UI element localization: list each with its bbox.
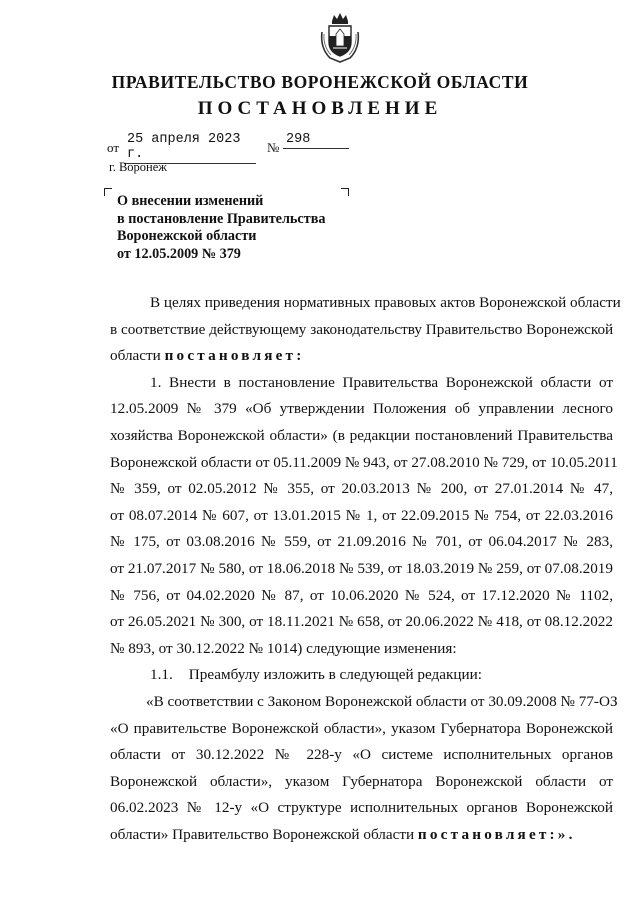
preamble-paragraph <box>110 290 621 370</box>
text-line: 1. Внести в постановление Правительства Воронежской области от <box>150 373 613 391</box>
postanovlyaet-word: постановляет: <box>164 347 305 365</box>
text-line: № 893, от 30.12.2022 № 1014) следующие изменения: <box>110 639 457 657</box>
decree-body <box>110 290 621 848</box>
postanovlyaet-word: постановляет:». <box>417 825 576 843</box>
subject-line: О внесении изменений <box>117 193 264 209</box>
number-label: № <box>267 140 280 155</box>
text-line: В целях приведения нормативных правовых актов Воронежской области <box>150 294 621 311</box>
text-line: хозяйства Воронежской области» (в редакции постановлений Правительства <box>110 426 613 444</box>
decree-number: 298 <box>283 132 349 149</box>
coat-of-arms-emblem <box>316 12 364 64</box>
text-line: 06.02.2023 № 12-у «О структуре исполнительных органов Воронежской <box>110 799 613 817</box>
text-line: № 359, от 02.05.2012 № 355, от 20.03.2013 № 200, от 27.01.2014 № 47, <box>110 480 613 498</box>
text-line: «О правительстве Воронежской области», указом Губернатора Воронежской <box>110 719 613 737</box>
decree-date: 25 апреля 2023 г. <box>124 132 256 164</box>
text-fragment: области» Правительство Воронежской области <box>110 825 415 843</box>
subject-line: Воронежской области <box>117 228 257 244</box>
text-line: 12.05.2009 № 379 «Об утверждении Положения об управлении лесного <box>110 400 613 418</box>
text-line: № 175, от 03.08.2016 № 559, от 21.09.2016 № 701, от 06.04.2017 № 283, <box>110 533 613 551</box>
text-line <box>110 343 613 370</box>
text-line: Воронежской области от 05.11.2009 № 943, от 27.08.2010 № 729, от 10.05.2011 <box>110 453 618 471</box>
decree-subject <box>117 193 325 263</box>
subject-bracket-right <box>341 188 349 196</box>
text-line: в соответствие действующему законодательству Правительство Воронежской <box>110 320 614 338</box>
text-fragment: области <box>110 347 161 365</box>
text-line: области от 30.12.2022 № 228-у «О системе исполнительных органов <box>110 746 613 764</box>
text-line: «В соответствии с Законом Воронежской области от 30.09.2008 № 77-ОЗ <box>146 692 618 710</box>
government-name: ПРАВИТЕЛЬСТВО ВОРОНЕЖСКОЙ ОБЛАСТИ <box>111 72 529 92</box>
subject-line: от 12.05.2009 № 379 <box>117 245 241 262</box>
subject-bracket-left <box>104 188 112 196</box>
item-1-paragraph <box>110 370 618 663</box>
text-line <box>110 822 613 849</box>
document-type-title: ПОСТАНОВЛЕНИЕ <box>197 98 443 119</box>
item-1-1-text: Преамбулу изложить в следующей редакции: <box>188 666 483 684</box>
item-1-1-number: 1.1. <box>150 666 173 684</box>
city-label: г. Воронеж <box>109 160 167 174</box>
text-line <box>110 662 613 689</box>
text-line: № 756, от 04.02.2020 № 87, от 10.06.2020 № 524, от 17.12.2020 № 1102, <box>110 586 613 604</box>
subject-line: в постановление Правительства <box>117 210 326 227</box>
from-label: от <box>107 140 120 155</box>
date-number-line <box>107 132 367 162</box>
quote-paragraph <box>110 689 618 849</box>
text-line: от 08.07.2014 № 607, от 13.01.2015 № 1, от 22.09.2015 № 754, от 22.03.2016 <box>110 506 613 524</box>
text-line: от 21.07.2017 № 580, от 18.06.2018 № 539, от 18.03.2019 № 259, от 07.08.2019 <box>110 559 613 577</box>
item-1-1-paragraph <box>110 662 613 689</box>
text-line: от 26.05.2021 № 300, от 18.11.2021 № 658, от 20.06.2022 № 418, от 08.12.2022 <box>110 613 613 631</box>
text-line: Воронежской области», указом Губернатора Воронежской области от <box>110 772 613 790</box>
